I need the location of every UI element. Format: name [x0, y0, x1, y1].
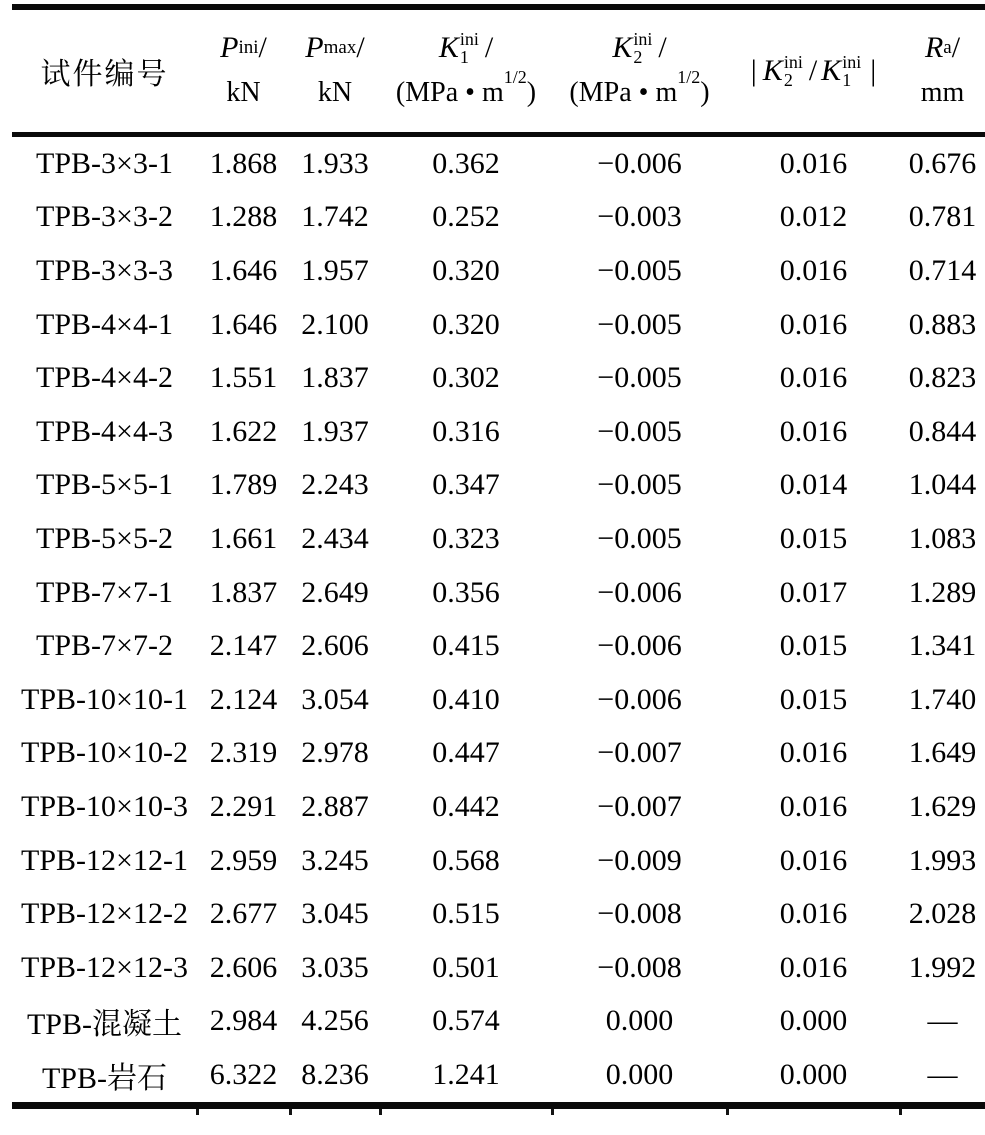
- cell-p-max: 3.054: [301, 682, 369, 716]
- cell-specimen-id: TPB-7×7-2: [36, 629, 173, 663]
- cell-k1: 0.347: [432, 468, 500, 502]
- table-row: [12, 405, 985, 459]
- cell-specimen-id: TPB-12×12-2: [21, 897, 188, 931]
- cell-k1: 0.252: [432, 200, 500, 234]
- cell-specimen-id: TPB-岩石: [41, 1061, 167, 1095]
- k1-subscript: 1: [842, 70, 852, 90]
- cell-k1: 0.501: [432, 950, 500, 984]
- cell-p-ini: 6.322: [209, 1057, 278, 1091]
- cell-p-ini: 2.124: [209, 682, 278, 716]
- cell-k-ratio: 0.015: [779, 521, 848, 555]
- k2-supsub: [784, 53, 803, 89]
- cell-p-max: 1.742: [301, 200, 369, 234]
- unit-text: (MPa • m: [395, 77, 504, 108]
- slash: /: [484, 31, 494, 64]
- abs-bar-close: |: [870, 54, 877, 87]
- cell-k-ratio: 0.014: [779, 468, 848, 502]
- cell-p-max: 2.434: [301, 521, 369, 555]
- cell-ra: 1.629: [908, 789, 977, 823]
- cell-p-ini: 1.661: [209, 521, 278, 555]
- table-row: [12, 512, 985, 566]
- cell-ra: 1.740: [908, 682, 977, 716]
- k2-symbol: [612, 19, 666, 77]
- cell-k1: 0.515: [432, 897, 500, 931]
- cell-p-ini: 1.646: [209, 253, 278, 287]
- k-symbol: K: [612, 31, 633, 64]
- cell-k1: 0.447: [432, 736, 500, 770]
- cell-k2: −0.006: [597, 682, 682, 716]
- cell-k-ratio: 0.016: [779, 414, 848, 448]
- cell-ra: —: [927, 1004, 958, 1038]
- slash: /: [258, 31, 267, 64]
- cell-p-max: 3.045: [301, 897, 369, 931]
- cell-k1: 0.356: [432, 575, 500, 609]
- slash: /: [356, 31, 365, 64]
- cell-p-ini: 1.646: [209, 307, 278, 341]
- cell-k-ratio: 0.016: [779, 307, 848, 341]
- col-header-k2: [552, 7, 727, 135]
- col-header-p-max: [290, 7, 380, 135]
- cell-k-ratio: 0.015: [779, 682, 848, 716]
- cell-k2: −0.005: [597, 307, 682, 341]
- cell-specimen-id: TPB-10×10-3: [21, 789, 188, 823]
- cell-k-ratio: 0.000: [779, 1057, 848, 1091]
- cell-p-max: 8.236: [301, 1057, 369, 1091]
- cell-p-ini: 2.677: [209, 897, 278, 931]
- cell-p-ini: 1.868: [209, 146, 278, 180]
- k1-superscript: ini: [842, 52, 862, 72]
- cell-p-max: 1.933: [301, 146, 369, 180]
- col-header-k-ratio: [727, 7, 900, 135]
- cell-ra: 1.993: [908, 843, 977, 877]
- cell-p-max: 2.649: [301, 575, 369, 609]
- table-row: [12, 298, 985, 352]
- cell-k1: 0.574: [432, 1004, 500, 1038]
- cell-ra: 2.028: [908, 897, 977, 931]
- cell-p-max: 2.887: [301, 789, 369, 823]
- cell-p-max: 3.245: [301, 843, 369, 877]
- cell-ra: 0.676: [908, 146, 977, 180]
- cell-k2: −0.005: [597, 521, 682, 555]
- table-header: [12, 7, 985, 135]
- slash: /: [658, 31, 667, 64]
- cell-ra: 0.781: [908, 200, 977, 234]
- cell-k2: −0.005: [597, 468, 682, 502]
- k2-subscript: 2: [633, 47, 643, 67]
- table-row: [12, 673, 985, 727]
- cell-ra: —: [927, 1057, 958, 1091]
- k2-subscript: 2: [783, 70, 793, 90]
- cell-k1: 0.316: [432, 414, 500, 448]
- cell-ra: 1.649: [908, 736, 977, 770]
- specimen-results-table: [12, 4, 985, 1109]
- table-row: [12, 191, 985, 245]
- cell-k-ratio: 0.012: [779, 200, 848, 234]
- table-row: [12, 887, 985, 941]
- cell-k2: −0.006: [597, 629, 682, 663]
- r-symbol: R: [924, 31, 944, 64]
- k1-symbol: [439, 19, 493, 77]
- cell-p-max: 1.837: [301, 361, 369, 395]
- column-boundary-tick: [289, 1109, 292, 1115]
- cell-ra: 1.341: [908, 629, 977, 663]
- cell-specimen-id: TPB-4×4-2: [36, 361, 173, 395]
- cell-specimen-id: TPB-10×10-2: [21, 736, 188, 770]
- cell-ra: 0.823: [908, 361, 977, 395]
- cell-k-ratio: 0.016: [779, 843, 848, 877]
- cell-k-ratio: 0.016: [779, 146, 848, 180]
- cell-k2: 0.000: [605, 1057, 674, 1091]
- specimen-header-label: 试件编号: [40, 58, 169, 91]
- k2-superscript: ini: [783, 52, 803, 72]
- table-row: [12, 995, 985, 1049]
- cell-k1: 0.320: [432, 307, 500, 341]
- k1-superscript: ini: [459, 29, 479, 49]
- cell-k2: −0.006: [597, 146, 682, 180]
- unit-close-paren: ): [526, 77, 537, 108]
- table-row: [12, 351, 985, 405]
- paper-table-region: [12, 4, 985, 1109]
- cell-k2: −0.009: [597, 843, 682, 877]
- cell-k1: 0.568: [432, 843, 500, 877]
- ra-symbol: R a /: [924, 31, 961, 64]
- cell-p-max: 2.606: [301, 629, 369, 663]
- cell-specimen-id: TPB-3×3-2: [36, 200, 173, 234]
- cell-ra: 0.844: [908, 414, 977, 448]
- cell-specimen-id: TPB-3×3-3: [36, 253, 173, 287]
- k2-supsub: [633, 30, 652, 66]
- column-boundary-tick: [379, 1109, 382, 1115]
- table-row: [12, 244, 985, 298]
- cell-k-ratio: 0.016: [779, 736, 848, 770]
- cell-p-ini: 1.789: [209, 468, 278, 502]
- cell-specimen-id: TPB-5×5-2: [36, 521, 173, 555]
- cell-p-max: 2.100: [301, 307, 369, 341]
- cell-p-ini: 2.959: [209, 843, 278, 877]
- cell-ra: 1.044: [908, 468, 977, 502]
- cell-specimen-id: TPB-10×10-1: [21, 682, 188, 716]
- unit-close-paren: ): [700, 77, 710, 108]
- cell-p-ini: 2.606: [209, 950, 278, 984]
- col-header-p-ini: [197, 7, 290, 135]
- header-row: [12, 7, 985, 135]
- table-row: [12, 941, 985, 995]
- unit-text: (MPa • m: [569, 77, 678, 108]
- cell-k-ratio: 0.016: [779, 361, 848, 395]
- cell-k2: −0.003: [597, 200, 682, 234]
- cell-k-ratio: 0.016: [779, 253, 848, 287]
- cell-p-max: 4.256: [301, 1004, 369, 1038]
- cell-k2: −0.008: [597, 897, 682, 931]
- slash: /: [951, 31, 961, 64]
- column-boundary-tick: [899, 1109, 902, 1115]
- cell-specimen-id: TPB-混凝土: [26, 1008, 182, 1042]
- p-ini-symbol: P ini /: [220, 31, 267, 64]
- p-max-symbol: P max /: [305, 31, 365, 64]
- cell-k1: 0.410: [432, 682, 500, 716]
- column-boundary-tick: [196, 1109, 199, 1115]
- cell-ra: 1.992: [908, 950, 977, 984]
- cell-k1: 1.241: [432, 1057, 500, 1091]
- cell-k2: −0.006: [597, 575, 682, 609]
- cell-k-ratio: 0.016: [779, 897, 848, 931]
- table-body: [12, 135, 985, 1106]
- cell-p-ini: 1.837: [209, 575, 278, 609]
- cell-specimen-id: TPB-4×4-3: [36, 414, 173, 448]
- p-symbol: P: [220, 31, 239, 64]
- k-ratio-expression: [727, 10, 900, 132]
- cell-p-max: 2.243: [301, 468, 369, 502]
- slash: /: [808, 54, 818, 87]
- k1-subscript: 1: [459, 47, 469, 67]
- col-header-k1: [380, 7, 552, 135]
- k-symbol: K: [438, 31, 459, 64]
- abs-bar-open: |: [750, 54, 757, 87]
- cell-k1: 0.362: [432, 146, 500, 180]
- p-max-unit: kN: [317, 77, 353, 108]
- table-row: [12, 459, 985, 513]
- cell-specimen-id: TPB-5×5-1: [36, 468, 173, 502]
- cell-k2: −0.007: [597, 789, 682, 823]
- cell-ra: 0.883: [908, 307, 977, 341]
- cell-k1: 0.320: [432, 253, 500, 287]
- k1-supsub: [460, 30, 479, 66]
- cell-ra: 1.083: [908, 521, 977, 555]
- cell-k2: −0.007: [597, 736, 682, 770]
- cell-specimen-id: TPB-12×12-3: [21, 950, 188, 984]
- col-header-specimen: [12, 7, 197, 135]
- cell-p-max: 1.937: [301, 414, 369, 448]
- cell-p-max: 1.957: [301, 253, 369, 287]
- p-ini-unit: kN: [226, 77, 261, 108]
- cell-k1: 0.415: [432, 629, 500, 663]
- cell-p-ini: 2.291: [209, 789, 278, 823]
- cell-p-ini: 2.319: [209, 736, 278, 770]
- k-symbol: K: [762, 54, 783, 87]
- k1-unit: (MPa • m 1/2 ): [395, 67, 537, 108]
- cell-ra: 0.714: [908, 253, 977, 287]
- k1-supsub: [842, 53, 861, 89]
- cell-k-ratio: 0.016: [779, 950, 848, 984]
- table-row: [12, 780, 985, 834]
- col-header-ra: [900, 7, 985, 135]
- cell-p-ini: 1.622: [209, 414, 278, 448]
- cell-specimen-id: TPB-12×12-1: [21, 843, 188, 877]
- cell-k1: 0.442: [432, 789, 500, 823]
- table-row: [12, 834, 985, 888]
- cell-k2: −0.005: [597, 414, 682, 448]
- cell-p-ini: 1.288: [209, 200, 278, 234]
- cell-k-ratio: 0.015: [779, 629, 848, 663]
- cell-p-max: 3.035: [301, 950, 369, 984]
- cell-k-ratio: 0.017: [779, 575, 848, 609]
- cell-p-ini: 1.551: [209, 361, 278, 395]
- cell-p-max: 2.978: [301, 736, 369, 770]
- cell-specimen-id: TPB-7×7-1: [36, 575, 173, 609]
- cell-k2: 0.000: [605, 1004, 674, 1038]
- cell-k2: −0.005: [597, 361, 682, 395]
- table-row: [12, 135, 985, 191]
- cell-specimen-id: TPB-4×4-1: [36, 307, 173, 341]
- column-boundary-tick: [551, 1109, 554, 1115]
- cell-k-ratio: 0.016: [779, 789, 848, 823]
- cell-k1: 0.302: [432, 361, 500, 395]
- cell-p-ini: 2.147: [209, 629, 278, 663]
- cell-k1: 0.323: [432, 521, 500, 555]
- ra-unit: mm: [920, 77, 965, 108]
- k2-superscript: ini: [633, 29, 653, 49]
- column-boundary-tick: [726, 1109, 729, 1115]
- cell-ra: 1.289: [908, 575, 977, 609]
- table-row: [12, 1048, 985, 1105]
- p-symbol: P: [305, 31, 324, 64]
- table-row: [12, 566, 985, 620]
- cell-k2: −0.008: [597, 950, 682, 984]
- k2-unit: (MPa • m 1/2 ): [569, 67, 710, 108]
- table-row: [12, 727, 985, 781]
- cell-p-ini: 2.984: [209, 1004, 278, 1038]
- k-symbol: K: [821, 54, 842, 87]
- cell-specimen-id: TPB-3×3-1: [36, 146, 173, 180]
- table-row: [12, 619, 985, 673]
- cell-k2: −0.005: [597, 253, 682, 287]
- cell-k-ratio: 0.000: [779, 1004, 848, 1038]
